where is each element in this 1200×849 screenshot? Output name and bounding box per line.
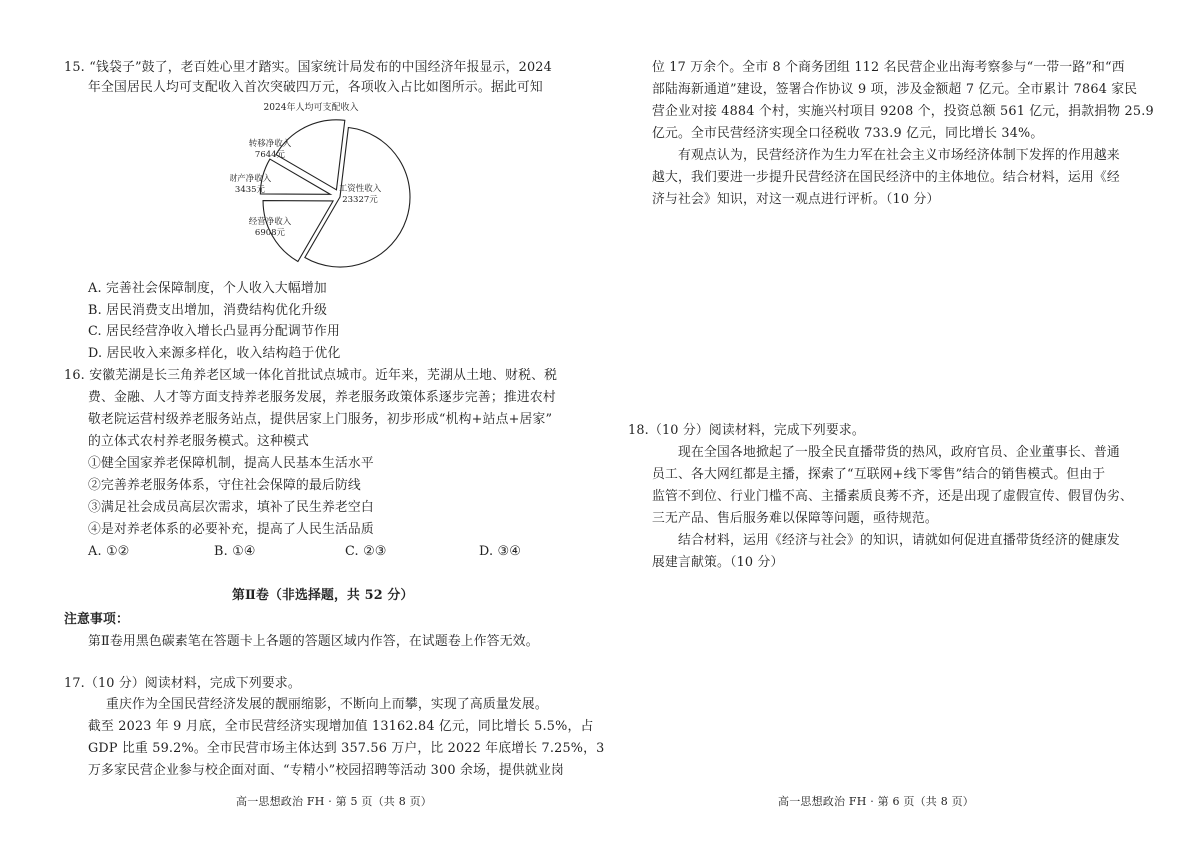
- q17-line2: 截至 2023 年 9 月底，全市民营经济实现增加值 13162.84 亿元，同比增长 5.5%，占: [88, 719, 594, 734]
- q15-option-c: C. 居民经营净收入增长凸显再分配调节作用: [88, 324, 341, 339]
- pie-svg: [230, 99, 430, 271]
- pie-slice-value-3: 7644元: [254, 150, 286, 160]
- q17-cont-line5: 有观点认为，民营经济作为生力军在社会主义市场经济体制下发挥的作用越来: [678, 148, 1120, 163]
- q16-item-1: ①健全国家养老保障机制，提高人民基本生活水平: [88, 456, 374, 471]
- q17-cont-line4: 亿元。全市民营经济实现全口径税收 733.9 亿元，同比增长 34%。: [652, 126, 1044, 141]
- q17-line3: GDP 比重 59.2%。全市民营市场主体达到 357.56 万户，比 2022 年底增长 7.25%，3: [88, 741, 605, 756]
- q18-line2: 员工、各大网红都是主播，探索了“互联网+线下零售”结合的销售模式。但由于: [652, 467, 1106, 482]
- q17-cont-line7: 济与社会》知识，对这一观点进行评析。（10 分）: [652, 192, 940, 207]
- page-footer-right: 高一思想政治 FH · 第 6 页（共 8 页）: [778, 795, 974, 808]
- q18-head: 18.（10 分）阅读材料，完成下列要求。: [628, 423, 865, 438]
- notice-text: 第Ⅱ卷用黑色碳素笔在答题卡上各题的答题区域内作答，在试题卷上作答无效。: [88, 634, 539, 649]
- q18-line1: 现在全国各地掀起了一股全民直播带货的热风，政府官员、企业董事长、普通: [678, 445, 1120, 460]
- q17-line4: 万多家民营企业参与校企面对面、“专精小”校园招聘等活动 300 余场，提供就业岗: [88, 763, 564, 778]
- q16-choice-c: C. ②③: [345, 544, 387, 559]
- chart-title: 2024年人均可支配收入: [263, 103, 359, 113]
- q17-cont-line3: 营企业对接 4884 个村，实施兴村项目 9208 个，投资总额 561 亿元，捐款捐物 25.9: [652, 104, 1154, 119]
- q16-choice-d: D. ③④: [479, 544, 521, 559]
- page-footer-left: 高一思想政治 FH · 第 5 页（共 8 页）: [236, 795, 432, 808]
- section-title: 第Ⅱ卷（非选择题，共 52 分）: [232, 588, 414, 603]
- q15-option-b: B. 居民消费支出增加，消费结构优化升级: [88, 303, 328, 318]
- q15-option-a: A. 完善社会保障制度，个人收入大幅增加: [88, 281, 327, 296]
- q16-stem-line4: 的立体式农村养老服务模式。这种模式: [88, 434, 309, 449]
- notice-title: 注意事项：: [64, 612, 129, 627]
- q15-stem-line1: 15. “钱袋子”鼓了，老百姓心里才踏实。国家统计局发布的中国经济年报显示，2024: [64, 60, 552, 75]
- pie-slice-name-1: 经营净收入: [248, 217, 292, 227]
- q15-option-d: D. 居民收入来源多样化，收入结构趋于优化: [88, 346, 341, 361]
- q18-line5: 结合材料，运用《经济与社会》的知识，请就如何促进直播带货经济的健康发: [678, 533, 1120, 548]
- q17-line1: 重庆作为全国民营经济发展的靓丽缩影，不断向上而攀，实现了高质量发展。: [106, 697, 548, 712]
- q16-item-3: ③满足社会成员高层次需求，填补了民生养老空白: [88, 500, 374, 515]
- q16-stem-line2: 费、金融、人才等方面支持养老服务发展，养老服务政策体系逐步完善；推进农村: [88, 390, 556, 405]
- q15-stem-line2: 年全国居民人均可支配收入首次突破四万元，各项收入占比如图所示。据此可知: [88, 80, 543, 95]
- q18-line3: 监管不到位、行业门槛不高、主播素质良莠不齐，还是出现了虚假宣传、假冒伪劣、: [652, 489, 1133, 504]
- q18-line4: 三无产品、售后服务难以保障等问题，亟待规范。: [652, 511, 938, 526]
- pie-slice-name-0: 工资性收入: [338, 184, 382, 194]
- q17-head: 17.（10 分）阅读材料，完成下列要求。: [64, 676, 301, 691]
- q16-stem-line1: 16. 安徽芜湖是长三角养老区域一体化首批试点城市。近年来，芜湖从土地、财税、税: [64, 368, 558, 383]
- q17-cont-line6: 越大，我们要进一步提升民营经济在国民经济中的主体地位。结合材料，运用《经: [652, 170, 1120, 185]
- q16-stem-line3: 敬老院运营村级养老服务站点，提供居家上门服务，初步形成“机构+站点+居家”: [88, 412, 553, 427]
- q16-item-4: ④是对养老体系的必要补充，提高了人民生活品质: [88, 522, 374, 537]
- pie-slice-name-2: 财产净收入: [230, 174, 272, 184]
- pie-slice-name-3: 转移净收入: [248, 139, 292, 149]
- pie-slice-value-0: 23327元: [342, 195, 378, 205]
- q18-line6: 展建言献策。（10 分）: [652, 555, 784, 570]
- pie-slice-value-2: 3435元: [234, 185, 266, 195]
- q16-choice-a: A. ①②: [88, 544, 130, 559]
- pie-slice-value-1: 6908元: [254, 228, 286, 238]
- income-pie-chart: [230, 99, 430, 271]
- q17-cont-line2: 部陆海新通道”建设，签署合作协议 9 项，涉及金额超 7 亿元。全市累计 7864 家民: [652, 82, 1138, 97]
- q17-cont-line1: 位 17 万余个。全市 8 个商务团组 112 名民营企业出海考察参与“一带一路”和“西: [652, 60, 1125, 75]
- right-page: [600, 0, 1200, 849]
- q16-item-2: ②完善养老服务体系，守住社会保障的最后防线: [88, 478, 361, 493]
- q16-choice-b: B. ①④: [214, 544, 256, 559]
